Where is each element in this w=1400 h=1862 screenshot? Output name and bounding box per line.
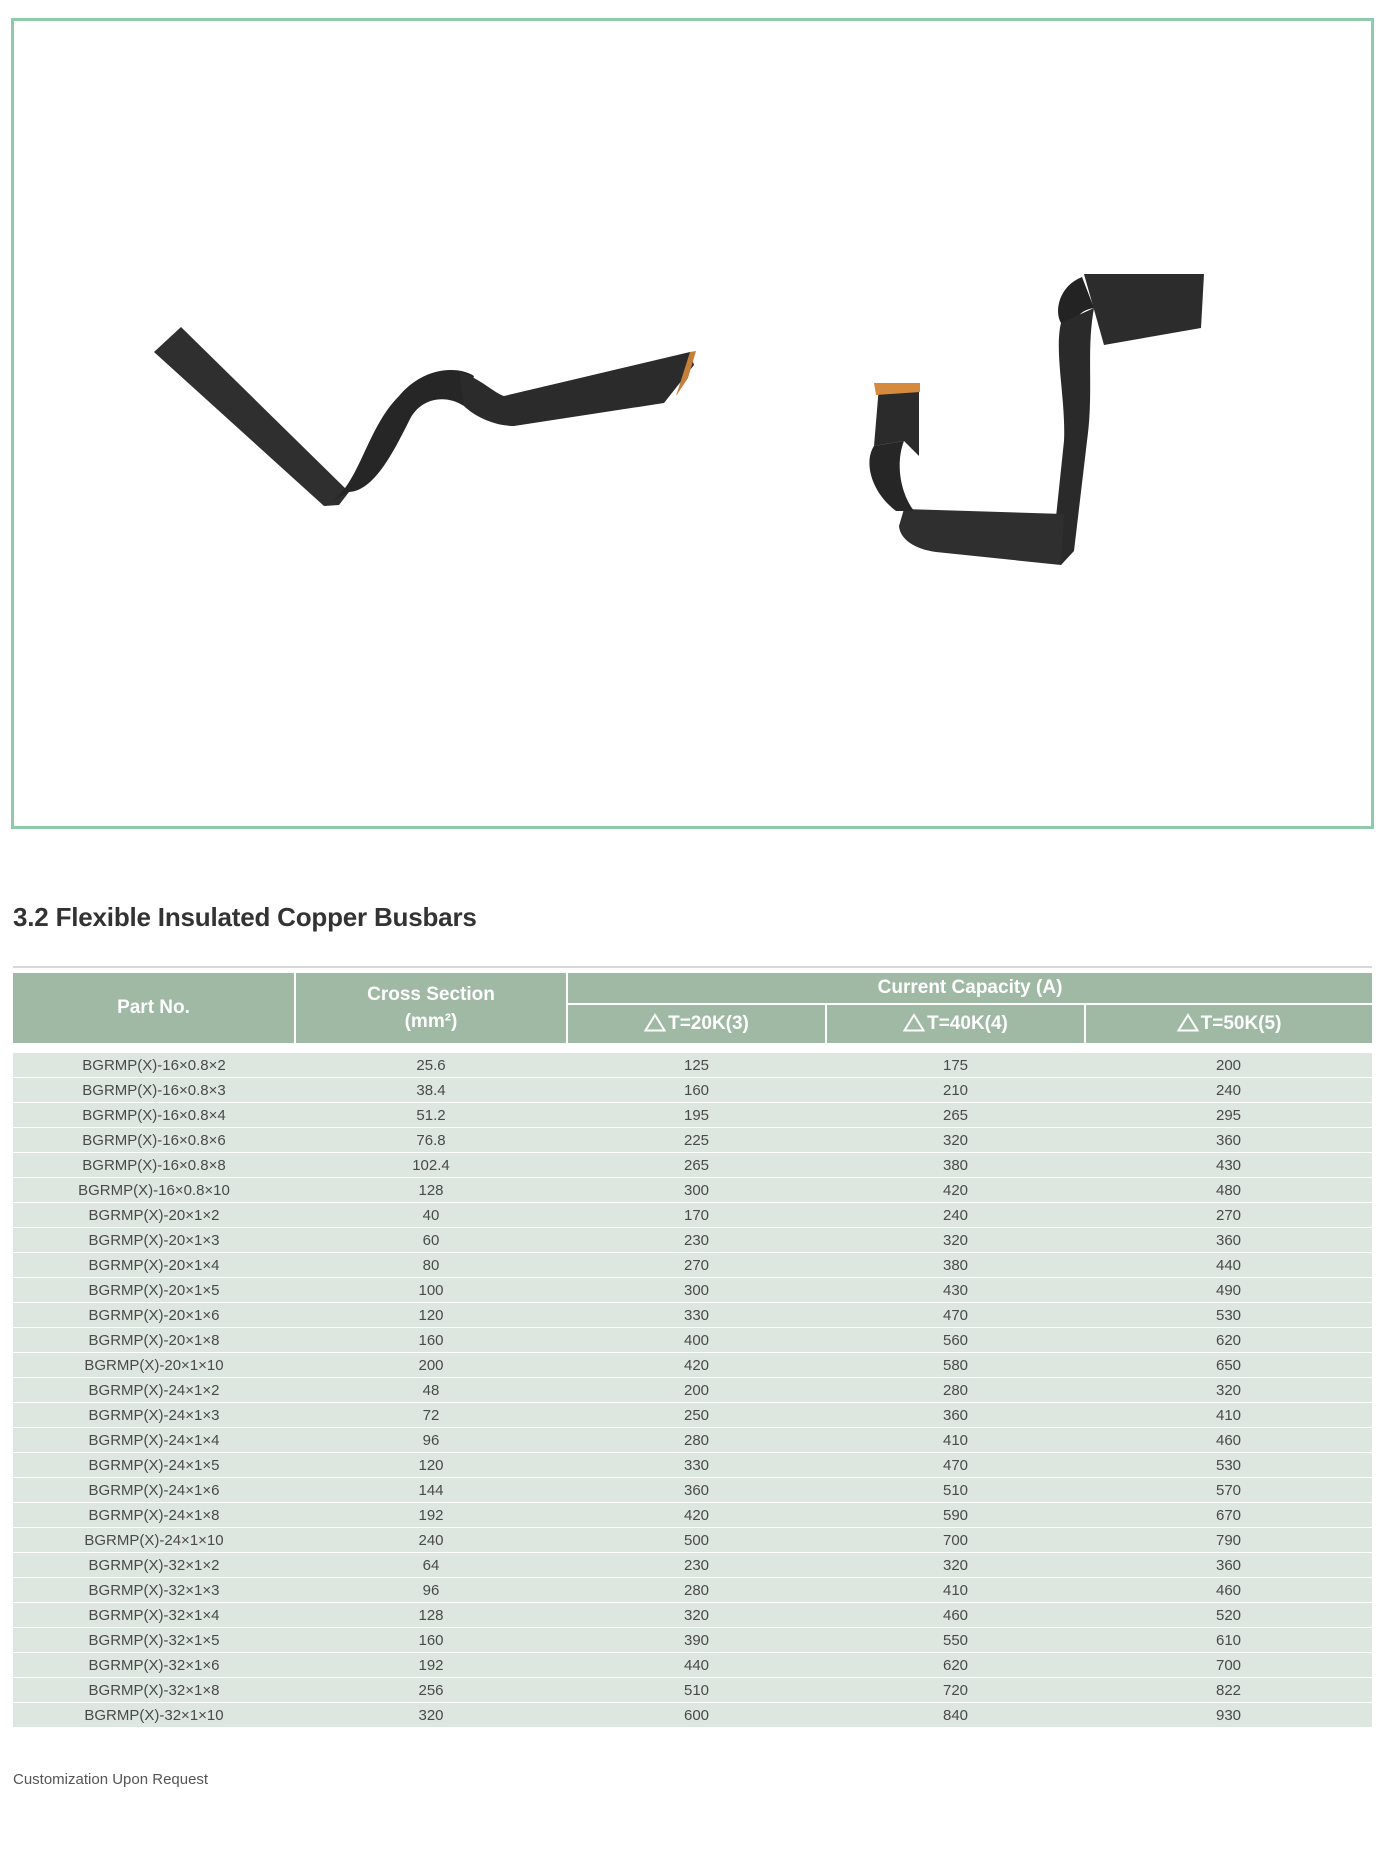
cross-section-cell: 96 <box>295 1578 567 1603</box>
part-no-cell: BGRMP(X)-32×1×2 <box>13 1553 295 1578</box>
part-no-cell: BGRMP(X)-16×0.8×4 <box>13 1103 295 1128</box>
table-row <box>13 1228 1372 1253</box>
capacity-50k-cell: 790 <box>1085 1528 1372 1553</box>
capacity-50k-cell: 700 <box>1085 1653 1372 1678</box>
capacity-40k-cell: 320 <box>826 1128 1085 1153</box>
cross-section-cell: 80 <box>295 1253 567 1278</box>
capacity-40k-cell: 470 <box>826 1453 1085 1478</box>
header-cross-section <box>295 973 567 1043</box>
cross-section-cell: 96 <box>295 1428 567 1453</box>
cross-section-cell: 60 <box>295 1228 567 1253</box>
capacity-20k-cell: 250 <box>567 1403 826 1428</box>
capacity-20k-cell: 600 <box>567 1703 826 1728</box>
cross-section-cell: 48 <box>295 1378 567 1403</box>
capacity-50k-cell: 520 <box>1085 1603 1372 1628</box>
table-row <box>13 1453 1372 1478</box>
table-row <box>13 1303 1372 1328</box>
table-row <box>13 1478 1372 1503</box>
part-no-cell: BGRMP(X)-20×1×3 <box>13 1228 295 1253</box>
capacity-40k-cell: 590 <box>826 1503 1085 1528</box>
capacity-40k-cell: 320 <box>826 1228 1085 1253</box>
capacity-40k-cell: 175 <box>826 1053 1085 1078</box>
part-no-cell: BGRMP(X)-20×1×4 <box>13 1253 295 1278</box>
part-no-cell: BGRMP(X)-16×0.8×8 <box>13 1153 295 1178</box>
footnote: Customization Upon Request <box>13 1771 209 1788</box>
cross-section-cell: 192 <box>295 1503 567 1528</box>
capacity-40k-cell: 620 <box>826 1653 1085 1678</box>
product-photo <box>14 21 1371 826</box>
capacity-50k-cell: 360 <box>1085 1553 1372 1578</box>
capacity-20k-cell: 420 <box>567 1353 826 1378</box>
capacity-50k-cell: 460 <box>1085 1578 1372 1603</box>
table-row <box>13 1128 1372 1153</box>
table-row <box>13 1053 1372 1078</box>
capacity-20k-cell: 225 <box>567 1128 826 1153</box>
capacity-50k-cell: 320 <box>1085 1378 1372 1403</box>
table-row <box>13 1353 1372 1378</box>
capacity-50k-cell: 270 <box>1085 1203 1372 1228</box>
cross-section-cell: 192 <box>295 1653 567 1678</box>
capacity-50k-cell: 295 <box>1085 1103 1372 1128</box>
header-cross-section-title: Cross Section <box>367 984 495 1005</box>
capacity-40k-cell: 410 <box>826 1428 1085 1453</box>
capacity-20k-cell: 360 <box>567 1478 826 1503</box>
busbar-spec-table <box>13 973 1372 1728</box>
capacity-40k-cell: 580 <box>826 1353 1085 1378</box>
busbar-image-right <box>869 274 1204 565</box>
capacity-40k-cell: 410 <box>826 1578 1085 1603</box>
capacity-20k-cell: 510 <box>567 1678 826 1703</box>
capacity-50k-cell: 822 <box>1085 1678 1372 1703</box>
part-no-cell: BGRMP(X)-32×1×6 <box>13 1653 295 1678</box>
product-photo-frame <box>11 18 1374 829</box>
table-row <box>13 1278 1372 1303</box>
capacity-40k-cell: 210 <box>826 1078 1085 1103</box>
capacity-40k-cell: 420 <box>826 1178 1085 1203</box>
table-row <box>13 1253 1372 1278</box>
capacity-40k-cell: 470 <box>826 1303 1085 1328</box>
header-t40-label: T=40K(4) <box>927 1013 1008 1034</box>
capacity-50k-cell: 930 <box>1085 1703 1372 1728</box>
cross-section-cell: 102.4 <box>295 1153 567 1178</box>
capacity-20k-cell: 300 <box>567 1178 826 1203</box>
table-row <box>13 1178 1372 1203</box>
cross-section-cell: 25.6 <box>295 1053 567 1078</box>
capacity-20k-cell: 280 <box>567 1428 826 1453</box>
capacity-40k-cell: 720 <box>826 1678 1085 1703</box>
capacity-40k-cell: 430 <box>826 1278 1085 1303</box>
table-row <box>13 1678 1372 1703</box>
capacity-20k-cell: 270 <box>567 1253 826 1278</box>
table-row <box>13 1703 1372 1728</box>
table-row <box>13 1378 1372 1403</box>
cross-section-cell: 200 <box>295 1353 567 1378</box>
capacity-20k-cell: 400 <box>567 1328 826 1353</box>
cross-section-cell: 38.4 <box>295 1078 567 1103</box>
capacity-40k-cell: 280 <box>826 1378 1085 1403</box>
capacity-20k-cell: 125 <box>567 1053 826 1078</box>
cross-section-cell: 76.8 <box>295 1128 567 1153</box>
capacity-40k-cell: 320 <box>826 1553 1085 1578</box>
table-row <box>13 1153 1372 1178</box>
part-no-cell: BGRMP(X)-32×1×4 <box>13 1603 295 1628</box>
part-no-cell: BGRMP(X)-20×1×5 <box>13 1278 295 1303</box>
capacity-40k-cell: 840 <box>826 1703 1085 1728</box>
cross-section-cell: 240 <box>295 1528 567 1553</box>
capacity-50k-cell: 440 <box>1085 1253 1372 1278</box>
table-row <box>13 1103 1372 1128</box>
part-no-cell: BGRMP(X)-32×1×10 <box>13 1703 295 1728</box>
table-row <box>13 1503 1372 1528</box>
cross-section-cell: 320 <box>295 1703 567 1728</box>
cross-section-cell: 160 <box>295 1628 567 1653</box>
capacity-20k-cell: 500 <box>567 1528 826 1553</box>
capacity-40k-cell: 360 <box>826 1403 1085 1428</box>
capacity-40k-cell: 265 <box>826 1103 1085 1128</box>
capacity-50k-cell: 410 <box>1085 1403 1372 1428</box>
table-row <box>13 1528 1372 1553</box>
capacity-20k-cell: 330 <box>567 1303 826 1328</box>
header-part-no: Part No. <box>13 973 295 1043</box>
part-no-cell: BGRMP(X)-24×1×5 <box>13 1453 295 1478</box>
table-row <box>13 1403 1372 1428</box>
table-row <box>13 1653 1372 1678</box>
cross-section-cell: 120 <box>295 1453 567 1478</box>
header-t20-label: T=20K(3) <box>668 1013 749 1034</box>
part-no-cell: BGRMP(X)-24×1×8 <box>13 1503 295 1528</box>
part-no-cell: BGRMP(X)-24×1×4 <box>13 1428 295 1453</box>
busbar-image-left <box>154 327 696 506</box>
part-no-cell: BGRMP(X)-32×1×8 <box>13 1678 295 1703</box>
table-body <box>13 1043 1372 1728</box>
capacity-20k-cell: 390 <box>567 1628 826 1653</box>
table-row <box>13 1628 1372 1653</box>
cross-section-cell: 51.2 <box>295 1103 567 1128</box>
part-no-cell: BGRMP(X)-20×1×2 <box>13 1203 295 1228</box>
capacity-50k-cell: 360 <box>1085 1128 1372 1153</box>
cross-section-cell: 100 <box>295 1278 567 1303</box>
section-divider <box>13 966 1372 968</box>
capacity-50k-cell: 360 <box>1085 1228 1372 1253</box>
header-t20 <box>567 1004 826 1043</box>
capacity-20k-cell: 230 <box>567 1228 826 1253</box>
capacity-40k-cell: 380 <box>826 1153 1085 1178</box>
capacity-50k-cell: 200 <box>1085 1053 1372 1078</box>
part-no-cell: BGRMP(X)-16×0.8×6 <box>13 1128 295 1153</box>
cross-section-cell: 72 <box>295 1403 567 1428</box>
part-no-cell: BGRMP(X)-24×1×6 <box>13 1478 295 1503</box>
capacity-50k-cell: 490 <box>1085 1278 1372 1303</box>
capacity-40k-cell: 560 <box>826 1328 1085 1353</box>
capacity-50k-cell: 460 <box>1085 1428 1372 1453</box>
header-t40 <box>826 1004 1085 1043</box>
cross-section-cell: 160 <box>295 1328 567 1353</box>
cross-section-cell: 120 <box>295 1303 567 1328</box>
capacity-20k-cell: 200 <box>567 1378 826 1403</box>
part-no-cell: BGRMP(X)-32×1×5 <box>13 1628 295 1653</box>
capacity-40k-cell: 510 <box>826 1478 1085 1503</box>
capacity-20k-cell: 230 <box>567 1553 826 1578</box>
header-current-capacity: Current Capacity (A) <box>567 973 1372 1004</box>
capacity-50k-cell: 480 <box>1085 1178 1372 1203</box>
capacity-50k-cell: 570 <box>1085 1478 1372 1503</box>
part-no-cell: BGRMP(X)-24×1×2 <box>13 1378 295 1403</box>
triangle-outline-icon <box>1177 1013 1199 1032</box>
capacity-50k-cell: 620 <box>1085 1328 1372 1353</box>
part-no-cell: BGRMP(X)-24×1×10 <box>13 1528 295 1553</box>
cross-section-cell: 64 <box>295 1553 567 1578</box>
capacity-20k-cell: 280 <box>567 1578 826 1603</box>
capacity-20k-cell: 320 <box>567 1603 826 1628</box>
capacity-40k-cell: 380 <box>826 1253 1085 1278</box>
cross-section-cell: 256 <box>295 1678 567 1703</box>
header-spacer <box>13 1043 1372 1053</box>
triangle-outline-icon <box>903 1013 925 1032</box>
triangle-outline-icon <box>644 1013 666 1032</box>
part-no-cell: BGRMP(X)-20×1×10 <box>13 1353 295 1378</box>
part-no-cell: BGRMP(X)-20×1×8 <box>13 1328 295 1353</box>
part-no-cell: BGRMP(X)-24×1×3 <box>13 1403 295 1428</box>
cross-section-cell: 128 <box>295 1603 567 1628</box>
capacity-20k-cell: 330 <box>567 1453 826 1478</box>
part-no-cell: BGRMP(X)-32×1×3 <box>13 1578 295 1603</box>
table-row <box>13 1603 1372 1628</box>
table-row <box>13 1553 1372 1578</box>
cross-section-cell: 40 <box>295 1203 567 1228</box>
capacity-20k-cell: 265 <box>567 1153 826 1178</box>
capacity-20k-cell: 420 <box>567 1503 826 1528</box>
cross-section-cell: 128 <box>295 1178 567 1203</box>
table-row <box>13 1428 1372 1453</box>
capacity-50k-cell: 610 <box>1085 1628 1372 1653</box>
part-no-cell: BGRMP(X)-16×0.8×2 <box>13 1053 295 1078</box>
capacity-50k-cell: 650 <box>1085 1353 1372 1378</box>
header-cross-section-unit: (mm²) <box>404 1011 458 1032</box>
table-row <box>13 1328 1372 1353</box>
capacity-20k-cell: 160 <box>567 1078 826 1103</box>
table-row <box>13 1078 1372 1103</box>
capacity-20k-cell: 195 <box>567 1103 826 1128</box>
capacity-20k-cell: 170 <box>567 1203 826 1228</box>
cross-section-cell: 144 <box>295 1478 567 1503</box>
capacity-20k-cell: 440 <box>567 1653 826 1678</box>
section-title: 3.2 Flexible Insulated Copper Busbars <box>13 902 477 932</box>
part-no-cell: BGRMP(X)-16×0.8×10 <box>13 1178 295 1203</box>
table-row <box>13 1578 1372 1603</box>
capacity-50k-cell: 530 <box>1085 1303 1372 1328</box>
capacity-50k-cell: 430 <box>1085 1153 1372 1178</box>
capacity-40k-cell: 460 <box>826 1603 1085 1628</box>
capacity-40k-cell: 240 <box>826 1203 1085 1228</box>
capacity-50k-cell: 670 <box>1085 1503 1372 1528</box>
header-t50-label: T=50K(5) <box>1200 1013 1282 1034</box>
capacity-50k-cell: 240 <box>1085 1078 1372 1103</box>
table-row <box>13 1203 1372 1228</box>
part-no-cell: BGRMP(X)-16×0.8×3 <box>13 1078 295 1103</box>
part-no-cell: BGRMP(X)-20×1×6 <box>13 1303 295 1328</box>
capacity-40k-cell: 700 <box>826 1528 1085 1553</box>
table-header <box>13 973 1372 1043</box>
header-t50 <box>1085 1004 1372 1043</box>
capacity-50k-cell: 530 <box>1085 1453 1372 1478</box>
capacity-20k-cell: 300 <box>567 1278 826 1303</box>
capacity-40k-cell: 550 <box>826 1628 1085 1653</box>
